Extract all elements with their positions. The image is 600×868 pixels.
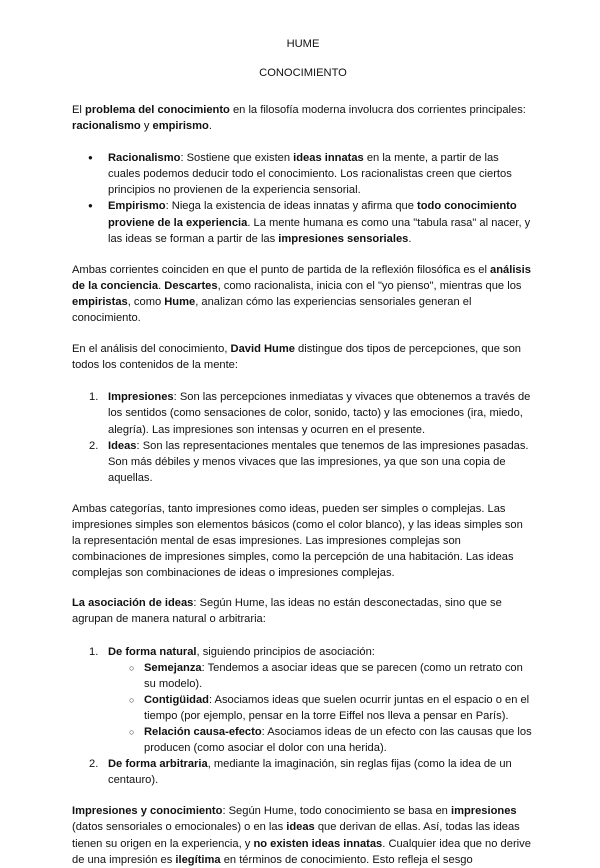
association-sublist xyxy=(108,660,534,757)
categories-paragraph: Ambas categorías, tanto impresiones como ideas, pueden ser simples o complejas. Las impresiones simples son elementos básicos (como el color blanco), y las ideas simples son la representación mental de esas impresiones. Las impresiones complejas son combinaciones de impresiones simples, como la percepción de una habitación. Las ideas complejas son combinaciones de ideas o impresiones complejas. xyxy=(72,502,523,580)
sublist-item: ○ Relación causa-efecto: Asociamos ideas de un efecto con las causas que los producen (como asociar el dolor con una herida). xyxy=(108,724,534,756)
list-item: 2. Ideas: Son las representaciones mentales que tenemos de las impresiones pasadas. Son más débiles y menos vivaces que las impresiones, ya que son una copia de aquellas. xyxy=(89,439,529,484)
list-item: 2. De forma arbitraria, mediante la imaginación, sin reglas fijas (como la idea de un centauro). xyxy=(89,758,512,787)
document-subtitle: CONOCIMIENTO xyxy=(259,67,347,79)
list-item: 1. De forma natural, siguiendo principios de asociación: ○ Semejanza: Tendemos a asociar ideas que se parecen (como un retrato con su modelo). ○ Contigüidad: Asociamos ideas que suelen ocurrir juntas en el espacio o en el tiempo (por ejemplo, pensar en la torre Eiffel nos lleva a pensar en París). ○ Relación causa-efecto: Asociamos ideas de un efecto con las causas que los producen (como asociar el dolor con una herida). xyxy=(72,644,534,757)
list-item: ● Empirismo: Niega la existencia de ideas innatas y afirma que todo conocimiento proviene de la experiencia. La mente humana es como una "tabula rasa" al nacer, y las ideas se forman a partir de las impresiones sensoriales. xyxy=(72,198,534,246)
list-item: 1. Impresiones: Son las percepciones inmediatas y vivaces que obtenemos a través de los sentidos (como sensaciones de color, sonido, tacto) y las emociones (ira, miedo, alegría). Las impresiones son intensas y ocurren en el presente. xyxy=(89,391,531,436)
list-item: ● Racionalismo: Sostiene que existen ideas innatas en la mente, a partir de las cuales podemos deducir todo el conocimiento. Los racionalistas creen que ciertos principios no provienen de la experiencia sensorial. xyxy=(72,150,534,198)
intro-paragraph: El problema del conocimiento en la filosofía moderna involucra dos corrientes principales: racionalismo y empirismo. xyxy=(72,104,526,133)
knowledge-paragraph: Impresiones y conocimiento: Según Hume, todo conocimiento se basa en impresiones (datos sensoriales o emocionales) o en las ideas que derivan de ellas. Así, todas las ideas tienen su origen en la experiencia, y no existen ideas innatas. Cualquier idea que no derive de una impresión es ilegítima en términos de conocimiento. Esto refleja el sesgo xyxy=(72,805,531,866)
document-title: HUME xyxy=(286,38,320,50)
perceptions-list xyxy=(72,389,534,486)
association-list xyxy=(72,644,534,789)
association-paragraph: La asociación de ideas: Según Hume, las ideas no están desconectadas, sino que se agrupan de manera natural o arbitraria: xyxy=(72,597,502,626)
conscience-paragraph: Ambas corrientes coinciden en que el punto de partida de la reflexión filosófica es el análisis de la conciencia. Descartes, como racionalista, inicia con el "yo pienso", mientras que los empiristas, como Hume, analizan cómo las experiencias sensoriales generan el conocimiento. xyxy=(72,263,531,325)
perceptions-paragraph: En el análisis del conocimiento, David Hume distingue dos tipos de percepciones, que son todos los contenidos de la mente: xyxy=(72,343,521,372)
sublist-item: ○ Semejanza: Tendemos a asociar ideas que se parecen (como un retrato con su modelo). xyxy=(108,660,534,692)
sublist-item: ○ Contigüidad: Asociamos ideas que suelen ocurrir juntas en el espacio o en el tiempo (por ejemplo, pensar en la torre Eiffel nos lleva a pensar en París). xyxy=(108,692,534,724)
document-page xyxy=(72,36,534,868)
currents-list xyxy=(72,150,534,247)
